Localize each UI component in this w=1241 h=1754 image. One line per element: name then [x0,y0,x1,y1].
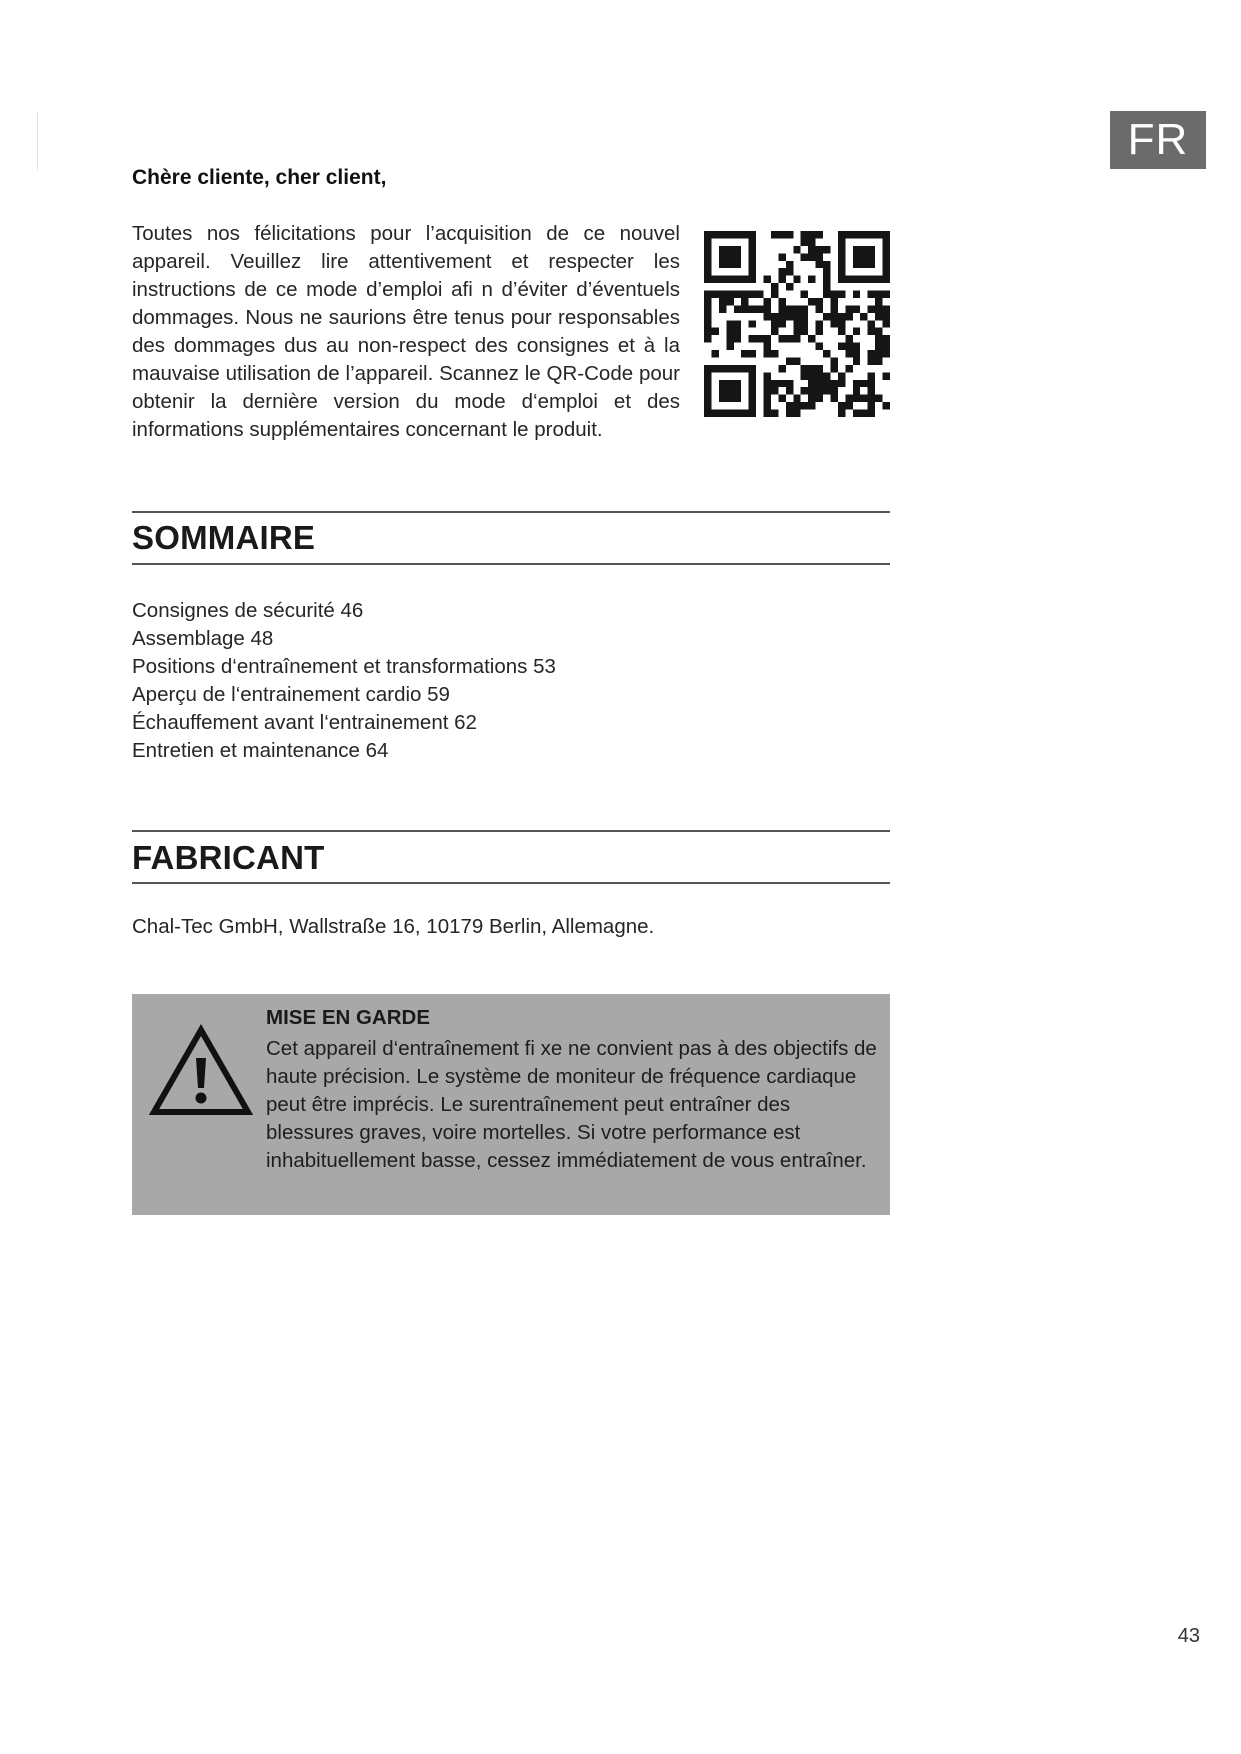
warning-text: Cet appareil d‘entraînement fi xe ne convient pas à des objectifs de haute précision. Le système de moniteur de fréquence cardiaque peut être imprécis. Le surentraînement peut entraîner des blessures graves, voire mortelles. Si votre performance est inhabituellement basse, cessez immédiatement de vous entraîner. [266,1037,877,1172]
intro-paragraph: Toutes nos félicitations pour l’acquisition de ce nouvel appareil. Veuillez lire attentivement et respecter les instructions de ce mode d’emploi afi n d’éviter d’éventuels dommages. Nous ne saurions être tenus pour responsables des dommages dus au non-respect des consignes et à la mauvaise utilisation de l’appareil. Scannez le QR-Code pour obtenir la dernière version du mode d‘emploi et des informations supplémentaires concernant le produit. [132,222,680,441]
language-tab: FR [1110,111,1206,169]
contents-item: Aperçu de l‘entrainement cardio 59 [132,683,450,706]
qr-code-icon[interactable] [704,231,890,417]
contents-top-rule [132,511,890,513]
warning-box [132,994,890,1215]
contents-item: Consignes de sécurité 46 [132,599,364,622]
contents-list [132,597,556,765]
page-number: 43 [1177,1625,1200,1647]
contents-item: Entretien et maintenance 64 [132,739,389,762]
warning-triangle-icon [148,1024,254,1120]
margin-rule [37,112,38,170]
manufacturer-top-rule [132,830,890,832]
contents-title: SOMMAIRE [132,519,316,556]
greeting: Chère cliente, cher client, [132,166,387,189]
manufacturer-bottom-rule [132,882,890,884]
contents-item: Positions d‘entraînement et transformations 53 [132,655,556,678]
warning-title: MISE EN GARDE [266,1006,431,1029]
manufacturer-title: FABRICANT [132,839,325,876]
contents-item: Assemblage 48 [132,627,274,650]
manufacturer-address: Chal-Tec GmbH, Wallstraße 16, 10179 Berlin, Allemagne. [132,915,655,938]
contents-item: Échauffement avant l‘entrainement 62 [132,711,477,734]
contents-bottom-rule [132,563,890,565]
